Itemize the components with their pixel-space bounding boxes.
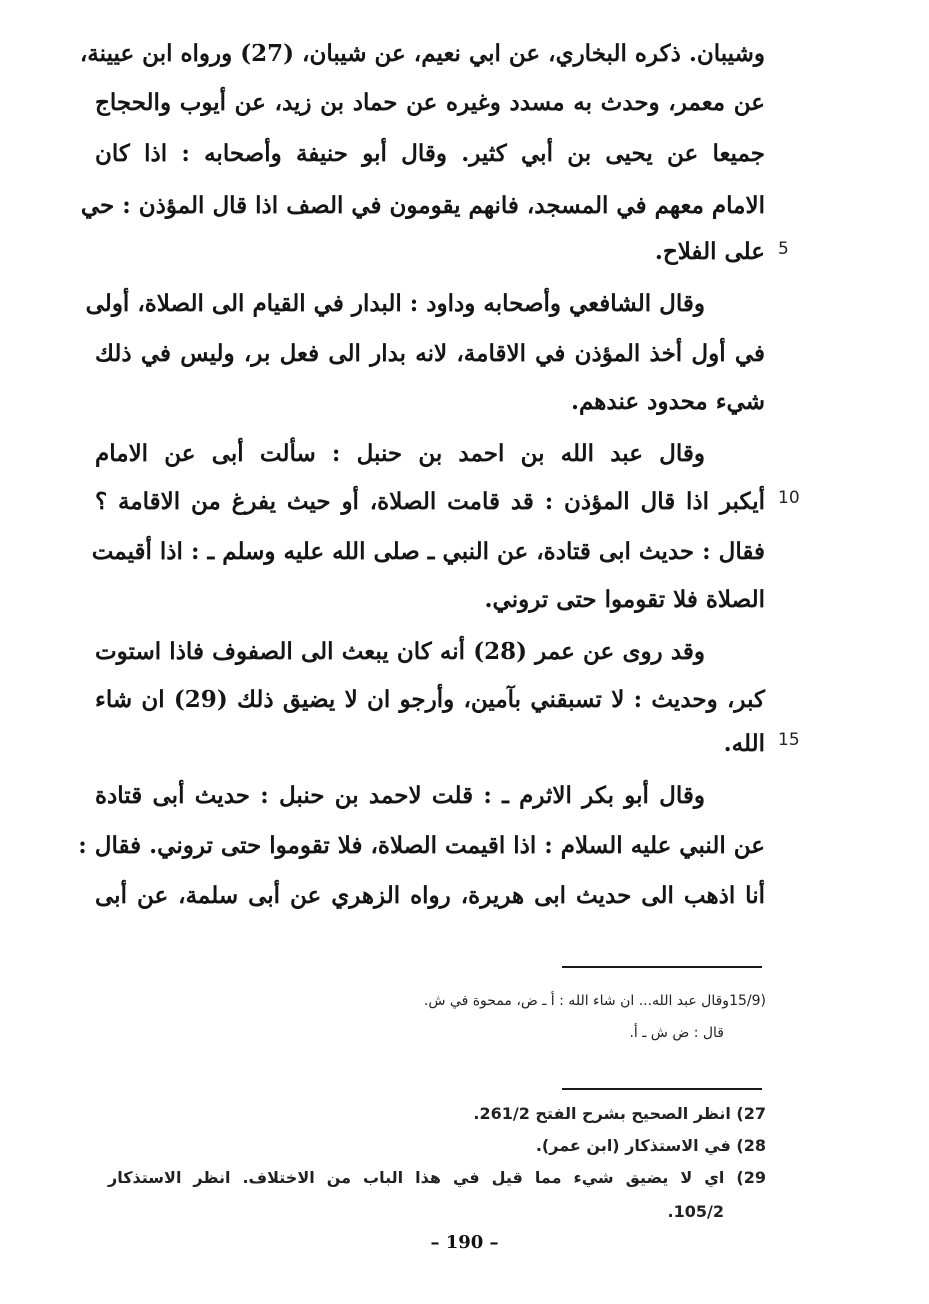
text-line-13: وقد روى عن عمر (28) أنه كان يبعث الى الصفوف فاذا استوت	[95, 638, 705, 665]
text-line-11: فقال : حديث ابى قتادة، عن النبي ـ صلى الله عليه وسلم ـ : اذا أقيمت	[91, 538, 765, 565]
line-number-5: 5	[778, 239, 789, 259]
text-line-7: في أول أخذ المؤذن في الاقامة، لانه بدار الى فعل بر، وليس في ذلك	[95, 340, 765, 367]
apparatus-line-1: (15/9وقال عبد الله... ان شاء الله : أ ـ ض، ممحوة في ش.	[423, 993, 766, 1009]
text-line-6: وقال الشافعي وأصحابه وداود : البدار في القيام الى الصلاة، أولى	[85, 290, 705, 317]
text-line-1: وشيبان. ذكره البخاري، عن ابي نعيم، عن شيبان، (27) ورواه ابن عيينة،	[79, 40, 765, 67]
text-line-8: شيء محدود عندهم.	[570, 388, 765, 415]
text-line-9: وقال عبد الله بن احمد بن حنبل : سألت أبى عن الامام	[95, 440, 705, 467]
text-line-15: الله.	[723, 730, 765, 757]
apparatus-divider	[562, 966, 762, 968]
text-line-16: وقال أبو بكر الاثرم ـ : قلت لاحمد بن حنبل : حديث أبى قتادة	[95, 782, 705, 809]
text-line-18: أنا اذهب الى حديث ابى هريرة، رواه الزهري عن أبى سلمة، عن أبى	[95, 882, 765, 909]
footnote-divider	[562, 1088, 762, 1090]
text-line-5: على الفلاح.	[654, 238, 765, 265]
apparatus-line-2: قال : ض ش ـ أ.	[629, 1025, 724, 1041]
line-number-15: 15	[778, 730, 800, 750]
line-number-10: 10	[778, 488, 800, 508]
text-line-4: الامام معهم في المسجد، فانهم يقومون في الصف اذا قال المؤذن : حي	[80, 192, 765, 219]
footnote-28: 28) في الاستذكار (ابن عمر).	[535, 1136, 766, 1155]
text-line-10: أيكبر اذا قال المؤذن : قد قامت الصلاة، أو حيث يفرغ من الاقامة ؟	[95, 488, 765, 515]
footnote-29-line-2: 105/2.	[667, 1202, 724, 1221]
text-line-2: عن معمر، وحدث به مسدد وغيره عن حماد بن زيد، عن أيوب والحجاج	[95, 89, 765, 116]
footnote-27: 27) انظر الصحيح بشرح الفتح 261/2.	[473, 1104, 766, 1123]
text-line-12: الصلاة فلا تقوموا حتى تروني.	[484, 586, 765, 613]
page-number: – 190 –	[430, 1232, 499, 1253]
text-line-17: عن النبي عليه السلام : اذا اقيمت الصلاة، فلا تقوموا حتى تروني. فقال :	[78, 832, 765, 859]
text-line-14: كبر، وحديث : لا تسبقني بآمين، وأرجو ان لا يضيق ذلك (29) ان شاء	[95, 686, 765, 713]
footnote-29-line-1: 29) اي لا يضيق شيء مما قيل في هذا الباب من الاختلاف. انظر الاستذكار	[108, 1168, 766, 1187]
text-line-3: جميعا عن يحيى بن أبي كثير. وقال أبو حنيفة وأصحابه : اذا كان	[95, 140, 765, 167]
